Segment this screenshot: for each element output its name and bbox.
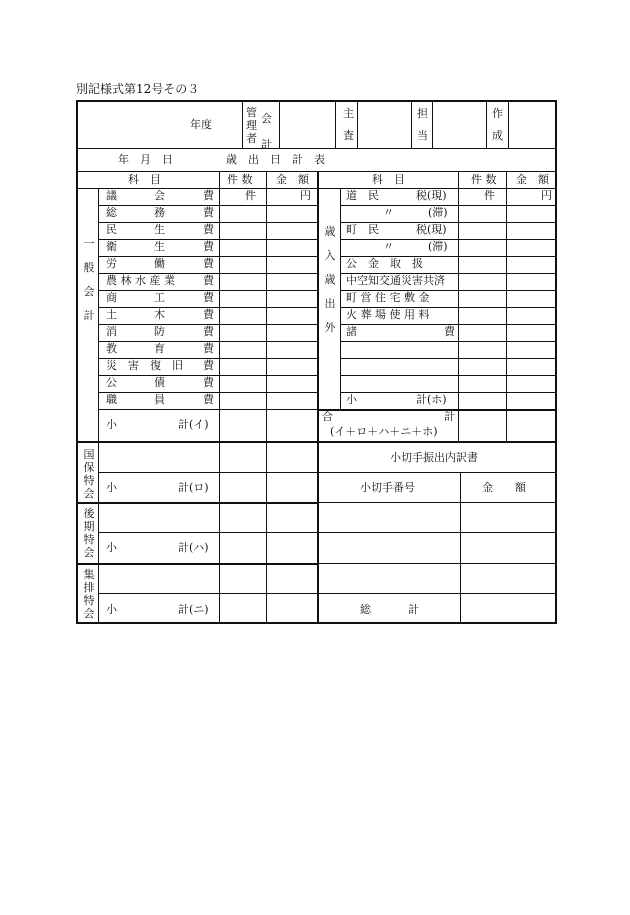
accounting-text: 会計 [261,112,272,151]
left-item-9-b: 育 [154,342,165,355]
divider [506,171,507,441]
staff-label-1: 担 [417,107,428,120]
left-item-8-b: 防 [154,325,165,338]
divider [98,188,99,441]
author-label-2: 成 [492,129,503,142]
divider [357,102,358,148]
right-item-3-b: (滞) [428,240,448,253]
divider [279,102,280,148]
col-amount-left: 金 額 [276,173,309,186]
divider [458,171,459,441]
col-subject-left: 科 目 [128,173,161,186]
left-item-10-c: 費 [203,359,214,372]
check-grand-total-2: 計 [408,603,419,616]
left-item-11-a: 公 [106,376,117,389]
grand-total-label-1: 合 [322,410,333,423]
subtotal-ro: 計(ロ) [178,481,209,494]
grand-total-formula: (イ＋ロ＋ハ＋ニ＋ホ) [330,425,438,438]
divider [340,375,555,376]
form-title: 歳 出 日 計 表 [226,153,325,166]
chief-label-2: 査 [343,129,354,142]
date-label: 年 月 日 [118,153,173,166]
unit-amount-left: 円 [300,189,311,202]
left-item-6-b: 工 [154,291,165,304]
right-item-1-b: (滞) [428,206,448,219]
accounting-label [261,106,275,158]
left-item-12-b: 員 [154,393,165,406]
grand-total-label-2: 計 [444,410,455,423]
left-item-2-a: 民 [106,223,117,236]
left-item-3-b: 生 [154,240,165,253]
divider [242,102,243,148]
right-item-7-a: 火 葬 場 使 用 料 [346,308,430,321]
group-collective-drainage: 集 排 特 会 [83,568,95,620]
divider [317,532,555,533]
left-item-7-c: 費 [203,308,214,321]
divider [317,563,555,564]
col-amount-right: 金 額 [516,173,549,186]
left-item-12-a: 職 [106,393,117,406]
divider [98,593,317,594]
divider [335,102,336,148]
divider [317,502,555,503]
fiscal-year-label: 年度 [190,118,212,131]
left-item-7-a: 土 [106,308,117,321]
manager-label [246,106,260,145]
divider [411,102,412,148]
section-divider [78,502,318,504]
divider [486,102,487,148]
divider [98,409,317,410]
left-item-1-a: 総 [106,206,117,219]
subtotal-ho: 計(ホ) [416,393,447,406]
subtotal-ha: 計(ハ) [178,541,209,554]
left-item-11-b: 債 [154,376,165,389]
right-item-2-b: 税(現) [416,223,447,236]
left-item-2-c: 費 [203,223,214,236]
subtotal-ro-label: 小 [106,481,117,494]
right-item-3-a: 〃 [383,240,394,253]
divider [340,392,555,393]
right-item-2-a: 町 民 [346,223,379,236]
subtotal-i: 計(イ) [178,418,209,431]
divider [317,472,555,473]
left-item-1-c: 費 [203,206,214,219]
left-item-10-a: 災 害 復 旧 [106,359,183,372]
left-item-4-a: 労 [106,257,117,270]
divider [340,358,555,359]
left-item-0-a: 議 [106,189,117,202]
left-item-4-c: 費 [203,257,214,270]
section-divider [317,409,555,411]
left-item-8-c: 費 [203,325,214,338]
right-item-4-a: 公 金 取 扱 [346,257,423,270]
right-item-5-a: 中空知交通災害共済 [346,274,445,287]
divider [508,102,509,148]
left-item-6-c: 費 [203,291,214,304]
author-label-1: 作 [492,107,503,120]
right-item-8-a: 諸 [346,325,357,338]
right-item-6-a: 町 営 住 宅 敷 金 [346,291,430,304]
check-grand-total-1: 総 [360,603,371,616]
right-item-8-b: 費 [444,325,455,338]
divider [98,472,317,473]
group-outside-revenue-expense: 歳 入 歳 出 外 [324,225,336,334]
left-item-6-a: 商 [106,291,117,304]
section-divider [78,563,318,565]
center-divider [317,171,319,441]
right-item-0-a: 道 民 [346,189,379,202]
col-count-left: 件 数 [227,173,253,186]
left-item-0-c: 費 [203,189,214,202]
left-item-3-a: 衛 [106,240,117,253]
left-item-5-c: 費 [203,274,214,287]
chief-label-1: 主 [343,107,354,120]
unit-count-right: 件 [484,189,495,202]
col-subject-right: 科 目 [372,173,405,186]
check-number-header: 小切手番号 [360,481,415,494]
left-item-9-a: 教 [106,342,117,355]
group-general-account: 一 般 会 計 [83,237,95,322]
divider [340,341,555,342]
right-item-0-b: 税(現) [416,189,447,202]
staff-label-2: 当 [417,129,428,142]
left-item-3-c: 費 [203,240,214,253]
left-item-8-a: 消 [106,325,117,338]
left-item-11-c: 費 [203,376,214,389]
subtotal-i-label: 小 [106,418,117,431]
subtotal-ho-label: 小 [346,393,357,406]
col-count-right: 件 数 [471,173,497,186]
daily-expenditure-form [76,100,557,624]
divider [432,102,433,148]
right-item-1-a: 〃 [383,206,394,219]
manager-text: 管理者 [246,106,257,145]
left-item-12-c: 費 [203,393,214,406]
divider [317,593,555,594]
subtotal-ha-label: 小 [106,541,117,554]
group-elderly-care: 後 期 特 会 [83,507,95,559]
divider [460,472,461,624]
left-item-2-b: 生 [154,223,165,236]
check-breakdown-title: 小切手振出内訳書 [390,451,478,464]
left-item-4-b: 働 [154,257,165,270]
left-item-1-b: 務 [154,206,165,219]
divider [266,171,267,441]
divider [98,532,317,533]
unit-count-left: 件 [245,189,256,202]
group-national-health: 国 保 特 会 [83,448,95,500]
divider [78,148,555,149]
left-item-7-b: 木 [154,308,165,321]
form-caption: 別記様式第12号その３ [76,82,200,96]
subtotal-ni: 計(ニ) [178,603,209,616]
check-amount-header: 金 額 [482,481,526,494]
unit-amount-right: 円 [541,189,552,202]
subtotal-ni-label: 小 [106,603,117,616]
left-item-0-b: 会 [154,189,165,202]
left-item-5-a: 農 林 水 産 業 [106,274,175,287]
left-item-9-c: 費 [203,342,214,355]
